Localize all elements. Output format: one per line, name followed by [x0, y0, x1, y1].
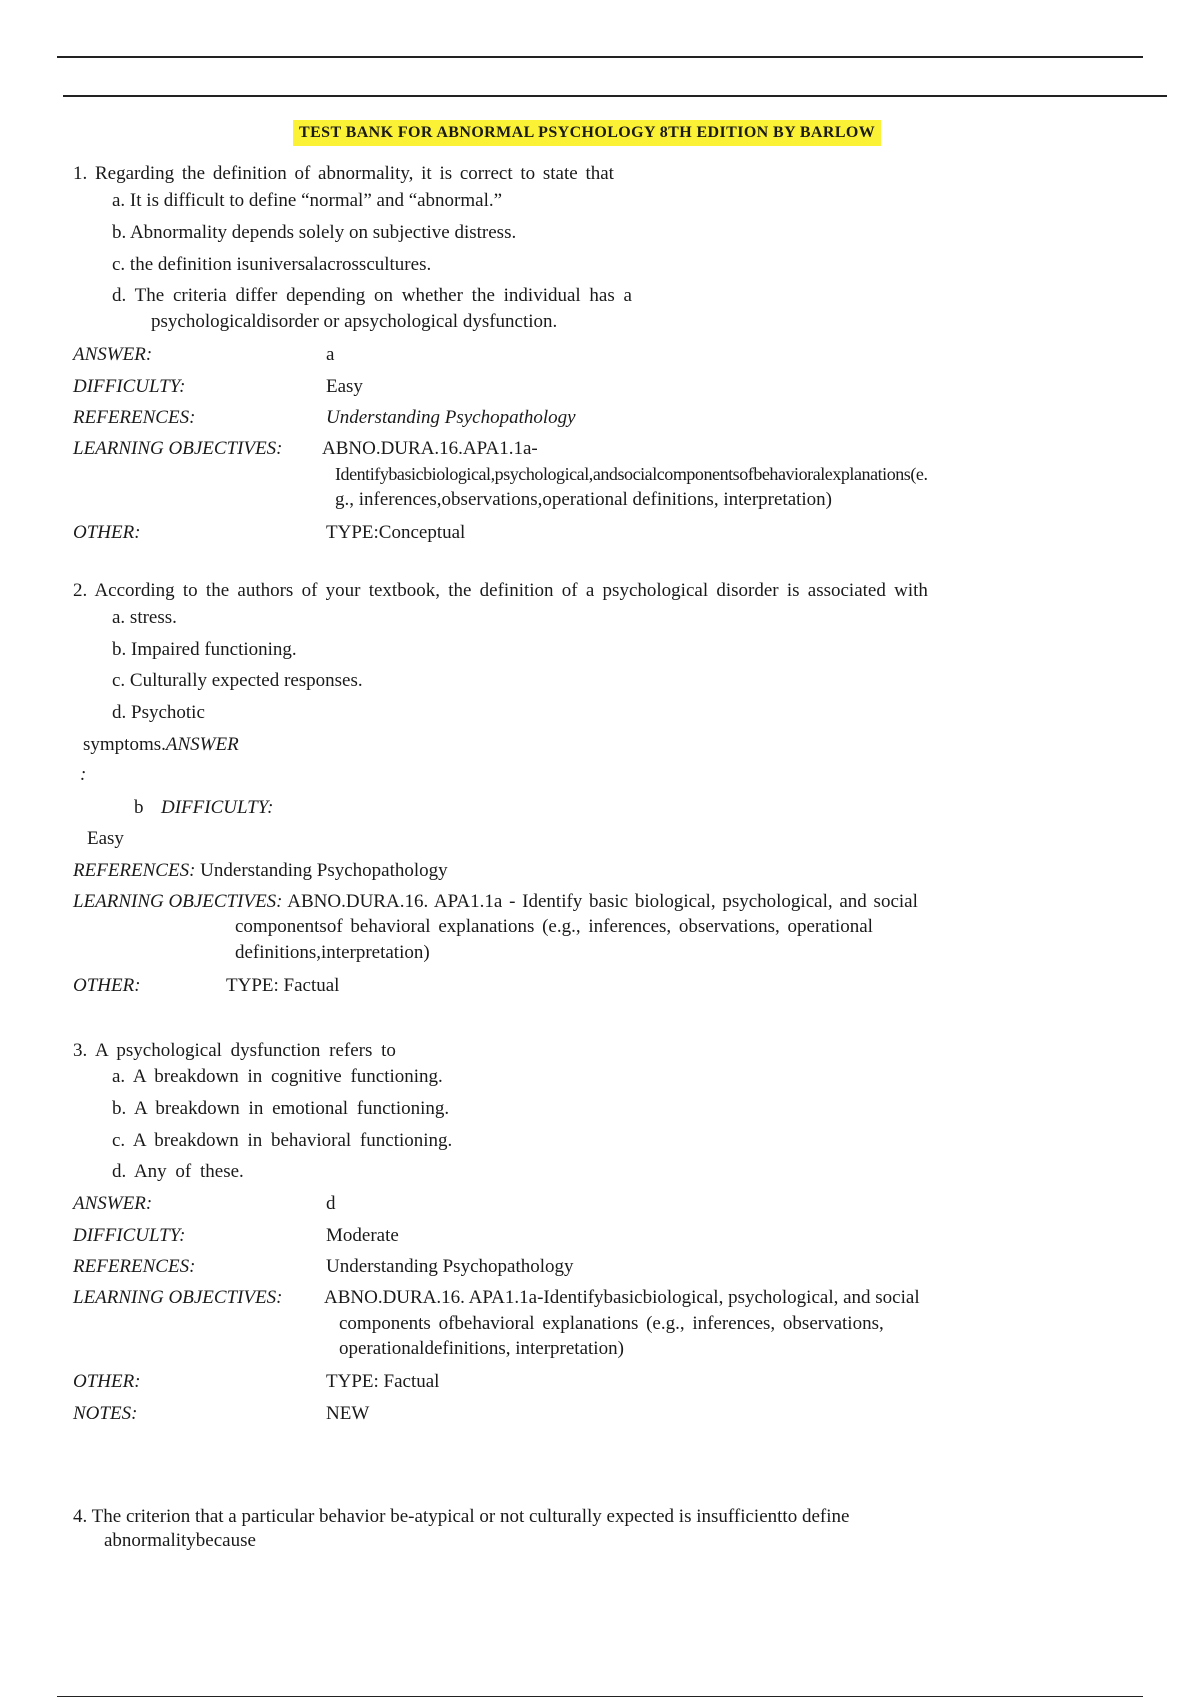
question-4-stem: 4. The criterion that a particular behavior be-atypical or not culturally expected is insufficientto define	[73, 1506, 850, 1527]
q2-objectives-line-1: ABNO.DURA.16. APA1.1a - Identify basic biological, psychological, and social	[287, 891, 918, 912]
question-2-option-a: a. stress.	[112, 607, 177, 628]
q2-references-value: Understanding Psychopathology	[200, 860, 448, 881]
q3-other-label: OTHER:	[73, 1371, 141, 1392]
q3-notes-label: NOTES:	[73, 1403, 138, 1424]
q2-objectives-line-2: componentsof behavioral explanations (e.g., inferences, observations, operational	[235, 916, 873, 937]
q2-tail-text: symptoms.	[83, 734, 166, 755]
q1-objectives-line-2: Identifybasicbiological,psychological,andsocialcomponentsofbehavioralexplanations(e.	[335, 464, 928, 484]
question-2-stem: 2. According to the authors of your textbook, the definition of a psychological disorder is associated with	[73, 580, 928, 601]
q2-other-value: TYPE: Factual	[226, 975, 340, 996]
question-4-stem-cont: abnormalitybecause	[104, 1530, 256, 1551]
q1-other-label: OTHER:	[73, 522, 141, 543]
question-3-option-b: b. A breakdown in emotional functioning.	[112, 1098, 450, 1119]
q1-difficulty-label: DIFFICULTY:	[73, 376, 186, 397]
q1-references-label: REFERENCES:	[73, 407, 196, 428]
q2-references-label: REFERENCES:	[73, 860, 196, 881]
q3-references-label: REFERENCES:	[73, 1256, 196, 1277]
question-1-option-a: a. It is difficult to define “normal” and “abnormal.”	[112, 190, 503, 211]
q3-objectives-line-2: components ofbehavioral explanations (e.g., inferences, observations,	[339, 1313, 884, 1334]
q3-other-value: TYPE: Factual	[326, 1371, 440, 1392]
q3-objectives-line-1: ABNO.DURA.16. APA1.1a-Identifybasicbiological, psychological, and social	[324, 1287, 920, 1308]
question-2-option-d: d. Psychotic	[112, 702, 205, 723]
q2-answer-value: b	[134, 797, 144, 818]
question-1-option-d-cont: psychologicaldisorder or apsychological dysfunction.	[151, 311, 558, 332]
question-3-option-d: d. Any of these.	[112, 1161, 244, 1182]
q3-references-value: Understanding Psychopathology	[326, 1256, 574, 1277]
question-3-option-a: a. A breakdown in cognitive functioning.	[112, 1066, 443, 1087]
page-title: TEST BANK FOR ABNORMAL PSYCHOLOGY 8TH EDITION BY BARLOW	[293, 120, 881, 146]
q2-difficulty-value: Easy	[87, 828, 124, 849]
q3-difficulty-label: DIFFICULTY:	[73, 1225, 186, 1246]
q3-objectives-label: LEARNING OBJECTIVES:	[73, 1287, 283, 1308]
q3-difficulty-value: Moderate	[326, 1225, 399, 1246]
q1-answer-value: a	[326, 344, 335, 365]
q2-objectives-label: LEARNING OBJECTIVES:	[73, 891, 283, 912]
q3-notes-value: NEW	[326, 1403, 370, 1424]
q2-difficulty-label: DIFFICULTY:	[161, 797, 274, 818]
question-1-stem: 1. Regarding the definition of abnormality, it is correct to state that	[73, 163, 614, 184]
question-3-stem: 3. A psychological dysfunction refers to	[73, 1040, 396, 1061]
question-2-option-c: c. Culturally expected responses.	[112, 670, 363, 691]
q1-objectives-line-1: ABNO.DURA.16.APA1.1a-	[322, 438, 538, 459]
bottom-rule	[57, 1696, 1143, 1697]
question-2-option-b: b. Impaired functioning.	[112, 639, 297, 660]
q2-objectives-line-3: definitions,interpretation)	[235, 942, 430, 963]
question-3-option-c: c. A breakdown in behavioral functioning.	[112, 1130, 453, 1151]
q2-objectives-line-1-wrap	[73, 891, 918, 913]
question-1-option-d: d. The criteria differ depending on whether the individual has a	[112, 285, 632, 306]
q3-answer-value: d	[326, 1193, 336, 1214]
q2-tail-line	[83, 734, 239, 756]
q2-other-label: OTHER:	[73, 975, 141, 996]
q3-answer-label: ANSWER:	[73, 1193, 153, 1214]
top-rule-1	[57, 56, 1143, 58]
q1-answer-label: ANSWER:	[73, 344, 153, 365]
question-1-option-b: b. Abnormality depends solely on subjective distress.	[112, 222, 517, 243]
q2-answer-label: ANSWER	[165, 734, 239, 755]
q2-references-line	[73, 860, 448, 882]
q1-difficulty-value: Easy	[326, 376, 363, 397]
q3-objectives-line-3: operationaldefinitions, interpretation)	[339, 1338, 624, 1359]
q1-references-value: Understanding Psychopathology	[326, 407, 576, 428]
q1-other-value: TYPE:Conceptual	[326, 522, 466, 543]
q1-objectives-line-3: g., inferences,observations,operational definitions, interpretation)	[335, 489, 833, 510]
q2-answer-colon: :	[80, 764, 87, 785]
top-rule-2	[63, 95, 1167, 97]
question-1-option-c: c. the definition isuniversalacrosscultures.	[112, 254, 432, 275]
q1-objectives-label: LEARNING OBJECTIVES:	[73, 438, 283, 459]
